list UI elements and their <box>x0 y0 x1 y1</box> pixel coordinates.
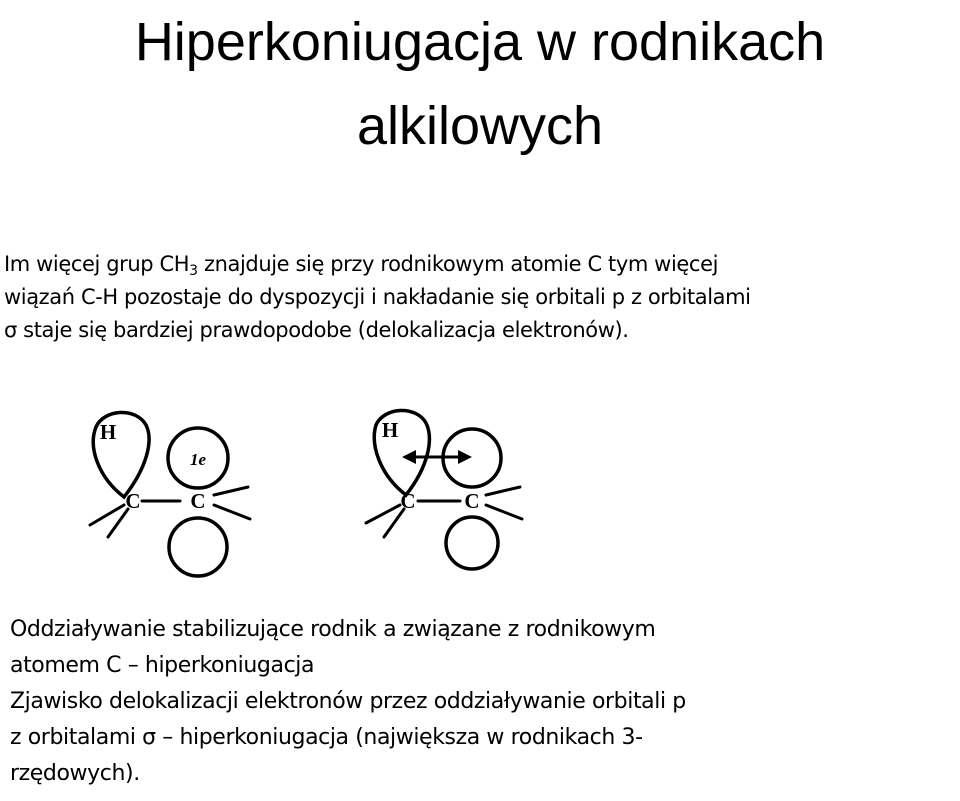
intro-text-b: znajduje się przy rodnikowym atomie C tym więcej <box>197 252 719 276</box>
right-c-bond-1 <box>214 487 248 495</box>
right-h-label: H <box>381 418 399 442</box>
title-line-1: Hiperkoniugacja w rodnikach <box>134 12 826 72</box>
p-orbital-lower-lobe <box>169 518 227 576</box>
right-right-c-bond-2 <box>486 505 522 519</box>
right-right-c-bond-1 <box>486 487 520 495</box>
note-line-1: Oddziaływanie stabilizujące rodnik a związane z rodnikowym <box>10 617 656 642</box>
note-line-3: Zjawisko delokalizacji elektronów przez oddziaływanie orbitali p <box>10 689 686 714</box>
intro-line-2: wiązań C-H pozostaje do dyspozycji i nakładanie się orbitali p z orbitalami <box>4 285 751 309</box>
p-orbital-lower-lobe-right <box>446 517 498 569</box>
title-line-2: alkilowych <box>356 96 604 156</box>
left-c2-label: C <box>190 489 206 513</box>
right-c-bond-2 <box>214 505 250 519</box>
note-line-5: rzędowych). <box>10 761 140 786</box>
intro-line-3: σ staje się bardziej prawdopodobe (delokalizacja elektronów). <box>4 318 629 342</box>
note-line-4: z orbitalami σ – hiperkoniugacja (największa w rodnikach 3- <box>10 725 643 750</box>
intro-text-a: Im więcej grup CH <box>4 252 190 276</box>
hyperconjugation-diagram <box>80 405 540 585</box>
explanation-paragraph <box>10 612 950 792</box>
arrow-head-left <box>402 450 416 464</box>
left-c1-label: C <box>125 489 141 513</box>
slide-title <box>0 0 960 168</box>
note-line-2: atomem C – hiperkoniugacja <box>10 653 315 678</box>
intro-line-1 <box>4 248 954 281</box>
arrow-head-right <box>458 450 472 464</box>
right-c2-label: C <box>464 489 480 513</box>
right-c1-label: C <box>400 489 416 513</box>
intro-paragraph <box>4 248 954 347</box>
intro-subscript: 3 <box>189 263 198 279</box>
left-electron-label: 1e <box>189 450 207 469</box>
left-h-label: H <box>99 420 117 444</box>
